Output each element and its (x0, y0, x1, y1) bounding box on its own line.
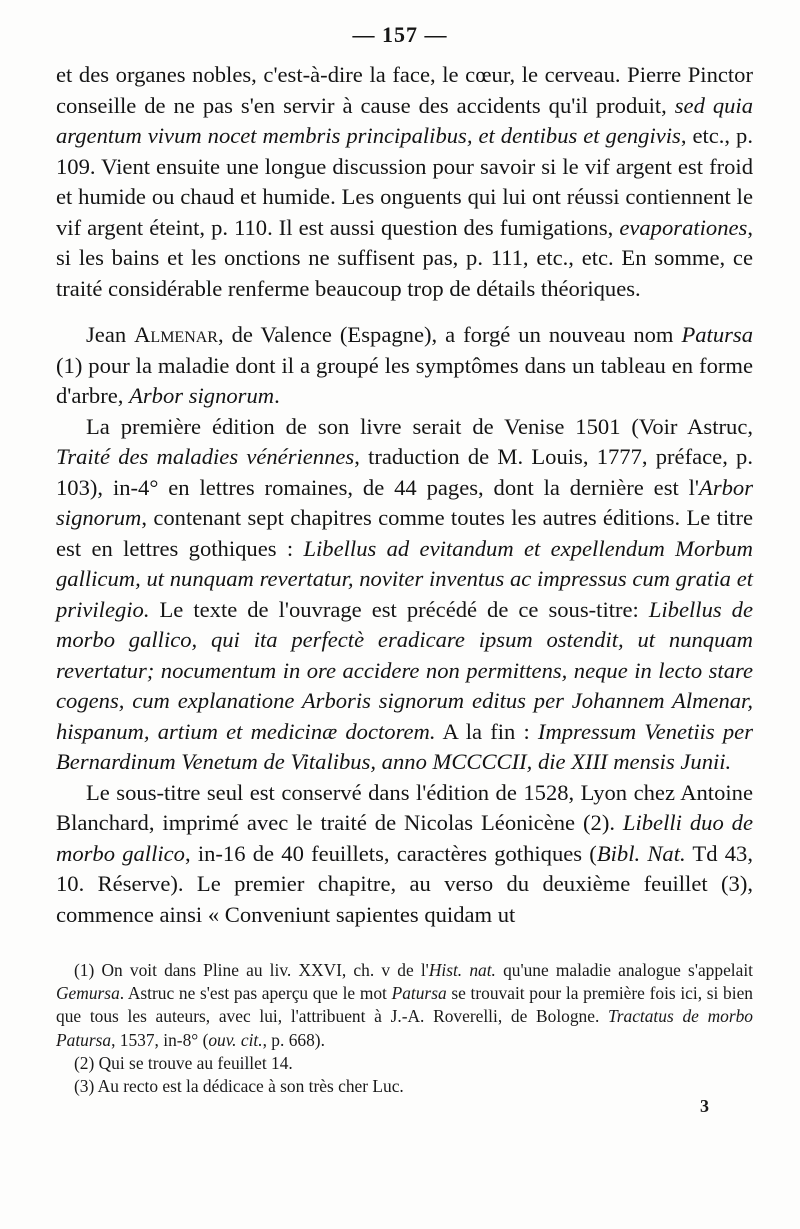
text-run: et des organes nobles, c'est-à-dire la face, le cœur, le cerveau. Pierre Pinctor conseille de ne pas s'en servir à cause des accidents qu'il produit, (56, 62, 753, 118)
footnotes (56, 959, 753, 1098)
text-run: , traduction de M. Louis, 1777, préface, p. 103), in-4° en lettres romaines, de 44 pages, dont la dernière est l' (56, 444, 753, 500)
text-run: qu'une maladie analogue s'appelait (495, 960, 754, 980)
footnote (56, 959, 753, 1052)
italic-run: Libelli duo de morbo gallico (56, 810, 753, 866)
italic-run: ouv. cit. (208, 1029, 263, 1050)
italic-run: evaporationes (619, 214, 748, 240)
text-run: A la fin : (435, 718, 538, 744)
italic-run: Patursa (391, 983, 447, 1004)
text-run: , contenant sept chapitres comme toutes les autres éditions. Le titre est en lettres gothiques : (56, 505, 753, 561)
text-run: La première édition de son livre serait de Venise 1501 (Voir Astruc, (86, 413, 753, 439)
footnote (56, 1052, 753, 1075)
text-run: (1) pour la maladie dont il a groupé les symptômes dans un tableau en forme d'arbre, (56, 352, 753, 408)
text-run: Td 43, 10. Réserve). Le premier chapitre, au verso du deuxième feuillet (3), commence ainsi « Conveniunt sapientes quidam ut (56, 840, 753, 927)
text-run: (3) Au recto est la dédicace à son très cher Luc. (74, 1076, 404, 1097)
italic-run: Patursa (681, 322, 754, 347)
italic-run: Gemursa (56, 983, 120, 1004)
text-run: , p. 668). (262, 1029, 325, 1050)
text-run: , 1537, in-8° ( (111, 1029, 209, 1050)
italic-run: Arbor signorum (56, 474, 753, 530)
italic-run: Tractatus de morbo Patursa (56, 1006, 753, 1050)
text-run: Le sous-titre seul est conservé dans l'édition de 1528, Lyon chez Antoine Blanchard, imprimé avec le traité de Nicolas Léonicène (2). (56, 779, 753, 835)
page-number: — 157 — (352, 22, 448, 47)
text-run: , in-16 de 40 feuillets, caractères gothiques ( (184, 840, 597, 866)
main-text (56, 60, 753, 930)
text-run: se trouvait pour la première fois ici, si bien que tous les auteurs, avec lui, l'attribuent à J.-A. Roverelli, de Bologne. (56, 983, 753, 1027)
italic-run: Libellus de morbo gallico, qui ita perfectè eradicare ipsum ostendit, ut nunquam revertatur; nocumentum in ore accidere non permittens, neque in lecto stare cogens, cum explanatione Arboris signorum editus per Johannem Almenar, hispanum, artium et medicinæ doctorem. (56, 596, 753, 744)
text-run: Jean (86, 322, 135, 347)
text-run: Le texte de l'ouvrage est précédé de ce sous-titre: (149, 596, 649, 622)
paragraph (56, 412, 753, 778)
text-run: (2) Qui se trouve au feuillet 14. (74, 1052, 293, 1073)
paragraph (56, 60, 753, 304)
text-run: . (274, 383, 280, 408)
italic-run: Traité des maladies vénériennes (56, 444, 355, 469)
italic-run: Impressum Venetiis per Bernardinum Venetum de Vitalibus, anno MCCCCII, die XIII mensis Junii. (56, 718, 753, 774)
italic-run: sed quia argentum vivum nocet membris principalibus, et dentibus et gengivis (56, 92, 753, 148)
text-run: . Astruc ne s'est pas aperçu que le mot (119, 983, 392, 1004)
text-run: , etc., p. 109. Vient ensuite une longue discussion pour savoir si le vif argent est froid et humide ou chaud et humide. Les onguents qui lui ont réussi contiennent le vif argent éteint, p. 110. Il est aussi question des fumigations, (56, 123, 753, 240)
paragraph (56, 320, 753, 412)
italic-run: Libellus ad evitandum et expellendum Morbum gallicum, ut nunquam revertatur, noviter inventus ac impressus cum gratia et privilegio. (56, 535, 753, 622)
italic-run: Hist. nat. (428, 960, 496, 980)
text-run: (1) On voit dans Pline au liv. XXVI, ch. v de l' (74, 960, 429, 980)
signature-mark: 3 (700, 1096, 709, 1116)
footnote (56, 1075, 753, 1098)
text-run: , de Valence (Espagne), a forgé un nouveau nom (217, 322, 682, 347)
paragraph (56, 778, 753, 931)
text-run: , si les bains et les onctions ne suffisent pas, p. 111, etc., etc. En somme, ce traité considérable renferme beaucoup trop de détails théoriques. (56, 214, 753, 301)
italic-run: Arbor signorum (129, 383, 275, 408)
italic-run: Bibl. Nat. (596, 840, 686, 866)
smallcaps-run: Almenar (134, 322, 218, 347)
